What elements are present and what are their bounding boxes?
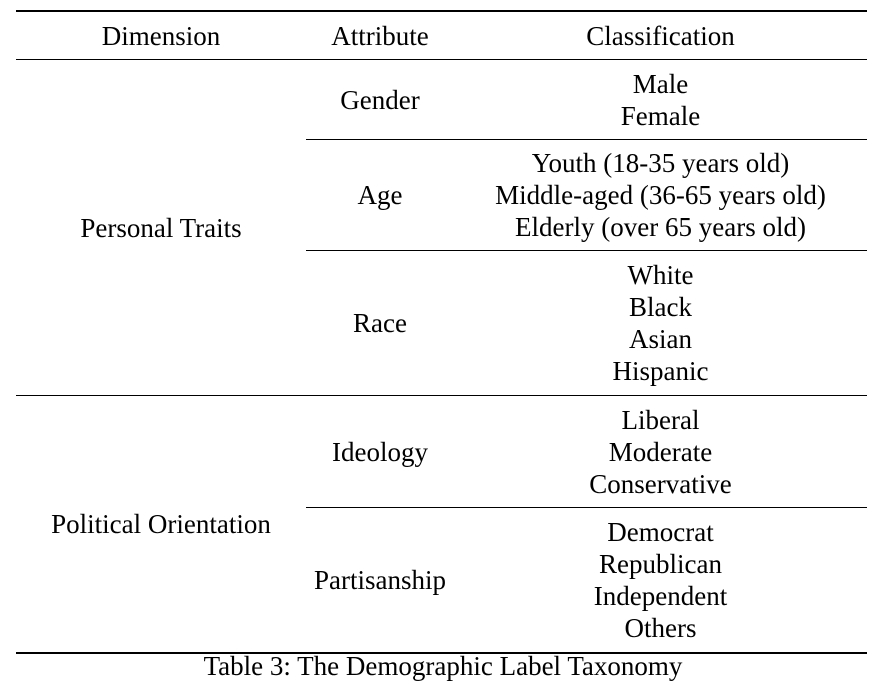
classification-value: White (627, 260, 694, 290)
table-caption: Table 3: The Demographic Label Taxonomy (203, 651, 683, 681)
classification-cell (454, 251, 867, 396)
classification-value: Male (632, 68, 689, 99)
classification-value: Republican (599, 548, 722, 579)
attribute-cell: Age (306, 140, 454, 251)
classification-value: Moderate (608, 436, 713, 467)
classification-cell (454, 140, 867, 251)
classification-value: Conservative (589, 468, 732, 499)
dimension-cell: Political Orientation (16, 396, 306, 653)
attribute-cell: Partisanship (306, 508, 454, 653)
demographic-taxonomy-table (16, 10, 867, 654)
header-dimension: Dimension (16, 11, 306, 60)
attribute-cell: Ideology (306, 396, 454, 508)
classification-value: Hispanic (612, 356, 709, 386)
classification-value: Liberal (621, 404, 700, 435)
classification-value: Youth (18-35 years old) (531, 148, 790, 178)
classification-value: Asian (629, 324, 692, 354)
attribute-cell: Gender (306, 60, 454, 140)
classification-value: Others (624, 612, 697, 643)
classification-value: Democrat (607, 516, 714, 547)
classification-cell (454, 508, 867, 653)
classification-cell (454, 60, 867, 140)
header-classification: Classification (454, 11, 867, 60)
table-header-row (16, 11, 867, 60)
dimension-cell: Personal Traits (16, 60, 306, 396)
attribute-cell: Race (306, 251, 454, 396)
classification-value: Elderly (over 65 years old) (515, 212, 806, 242)
table-row (16, 396, 867, 508)
classification-cell (454, 396, 867, 508)
classification-value: Middle-aged (36-65 years old) (495, 180, 826, 210)
header-attribute: Attribute (306, 11, 454, 60)
taxonomy-table-container (16, 10, 867, 654)
classification-value: Black (629, 292, 692, 322)
table-row (16, 60, 867, 140)
classification-value: Female (620, 100, 701, 131)
classification-value: Independent (593, 580, 728, 611)
